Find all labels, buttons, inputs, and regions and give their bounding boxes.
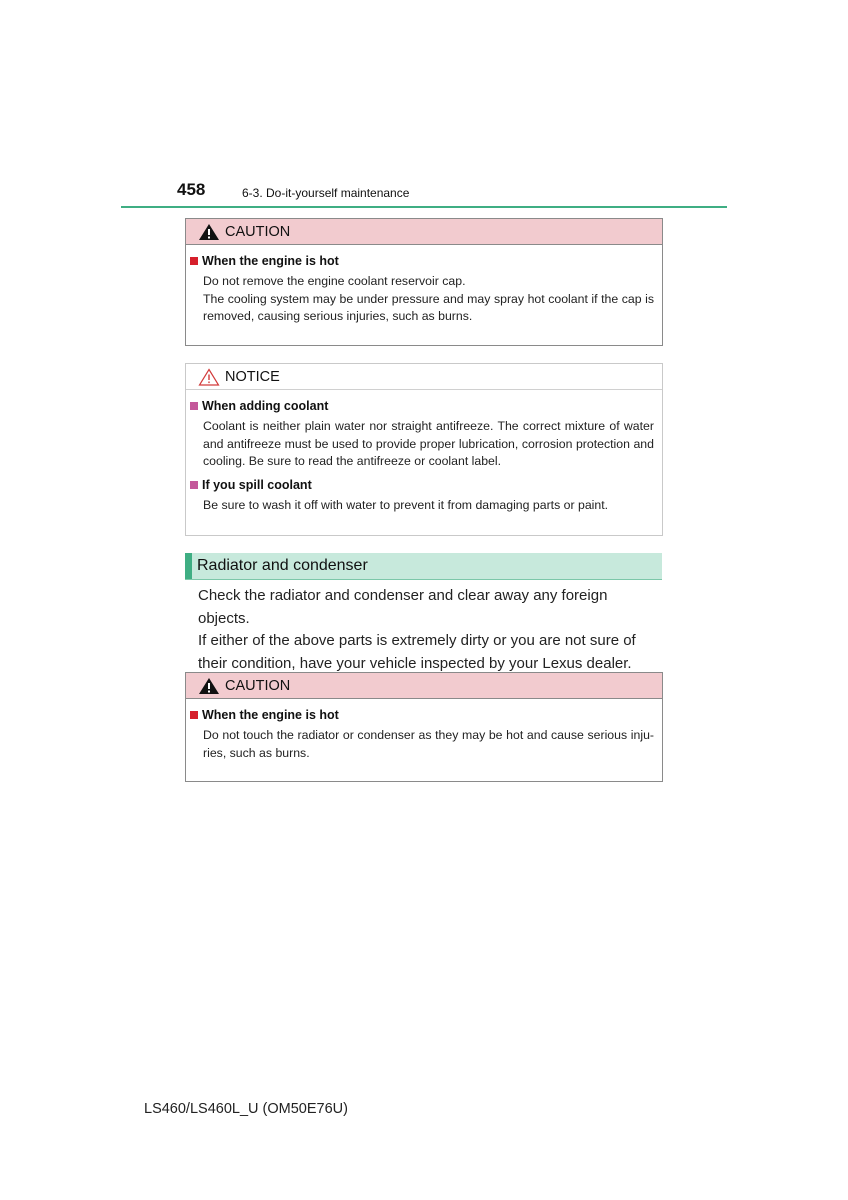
- notice-label: NOTICE: [225, 368, 280, 385]
- caution-header: [186, 673, 662, 699]
- notice-item-heading: When adding coolant: [202, 399, 329, 413]
- bullet-square-icon: [190, 402, 198, 410]
- caution-label: CAUTION: [225, 223, 291, 240]
- caution-box-radiator: [185, 672, 663, 782]
- radiator-heading-text: Radiator and condenser: [197, 557, 368, 574]
- notice-triangle-icon: [198, 368, 220, 386]
- notice-item-text: Coolant is neither plain water nor straight antifreeze. The correct mixture of water and antifreeze must be used to provide proper lubrication, corrosion protection and cooling. Be sure to read the antifreeze or coolant label.: [203, 419, 654, 468]
- warning-triangle-icon: [198, 223, 220, 241]
- radiator-section-heading: [185, 553, 662, 580]
- caution-label: CAUTION: [225, 677, 291, 694]
- caution-item: [190, 254, 654, 326]
- header-divider: [121, 206, 727, 208]
- page-number: 458: [177, 180, 206, 199]
- radiator-paragraph: Check the radiator and condenser and clear away any foreign objects.: [198, 587, 608, 627]
- bullet-square-icon: [190, 711, 198, 719]
- radiator-body: [198, 585, 662, 675]
- radiator-paragraph: If either of the above parts is extremely dirty or you are not sure of their condition, have your vehicle inspected by your Lexus dealer.: [198, 632, 636, 672]
- caution-item-heading: When the engine is hot: [202, 708, 339, 722]
- notice-item-text: Be sure to wash it off with water to prevent it from damaging parts or paint.: [203, 497, 609, 512]
- notice-item-heading: If you spill coolant: [202, 477, 312, 492]
- section-title: 6-3. Do-it-yourself maintenance: [242, 186, 410, 200]
- caution-item-heading: When the engine is hot: [202, 254, 339, 268]
- footer-model-code: LS460/LS460L_U (OM50E76U): [144, 1101, 348, 1117]
- notice-item: [190, 399, 654, 471]
- notice-header: [186, 364, 662, 390]
- warning-triangle-icon: [198, 677, 220, 695]
- heading-accent-bar: [185, 553, 192, 579]
- caution-item-text: The cooling system may be under pressure and may spray hot coolant if the cap is removed, causing serious injuries, such as burns.: [203, 291, 654, 323]
- caution-box-coolant-cap: [185, 218, 663, 346]
- caution-item: [190, 708, 654, 762]
- notice-item: [190, 478, 654, 515]
- bullet-square-icon: [190, 257, 198, 265]
- bullet-square-icon: [190, 481, 198, 489]
- notice-box-coolant: [185, 363, 663, 536]
- caution-item-text: Do not remove the engine coolant reservoir cap.: [203, 274, 466, 288]
- caution-header: [186, 219, 662, 245]
- caution-item-text: Do not touch the radiator or condenser as they may be hot and cause serious inju-ries, such as burns.: [203, 728, 654, 760]
